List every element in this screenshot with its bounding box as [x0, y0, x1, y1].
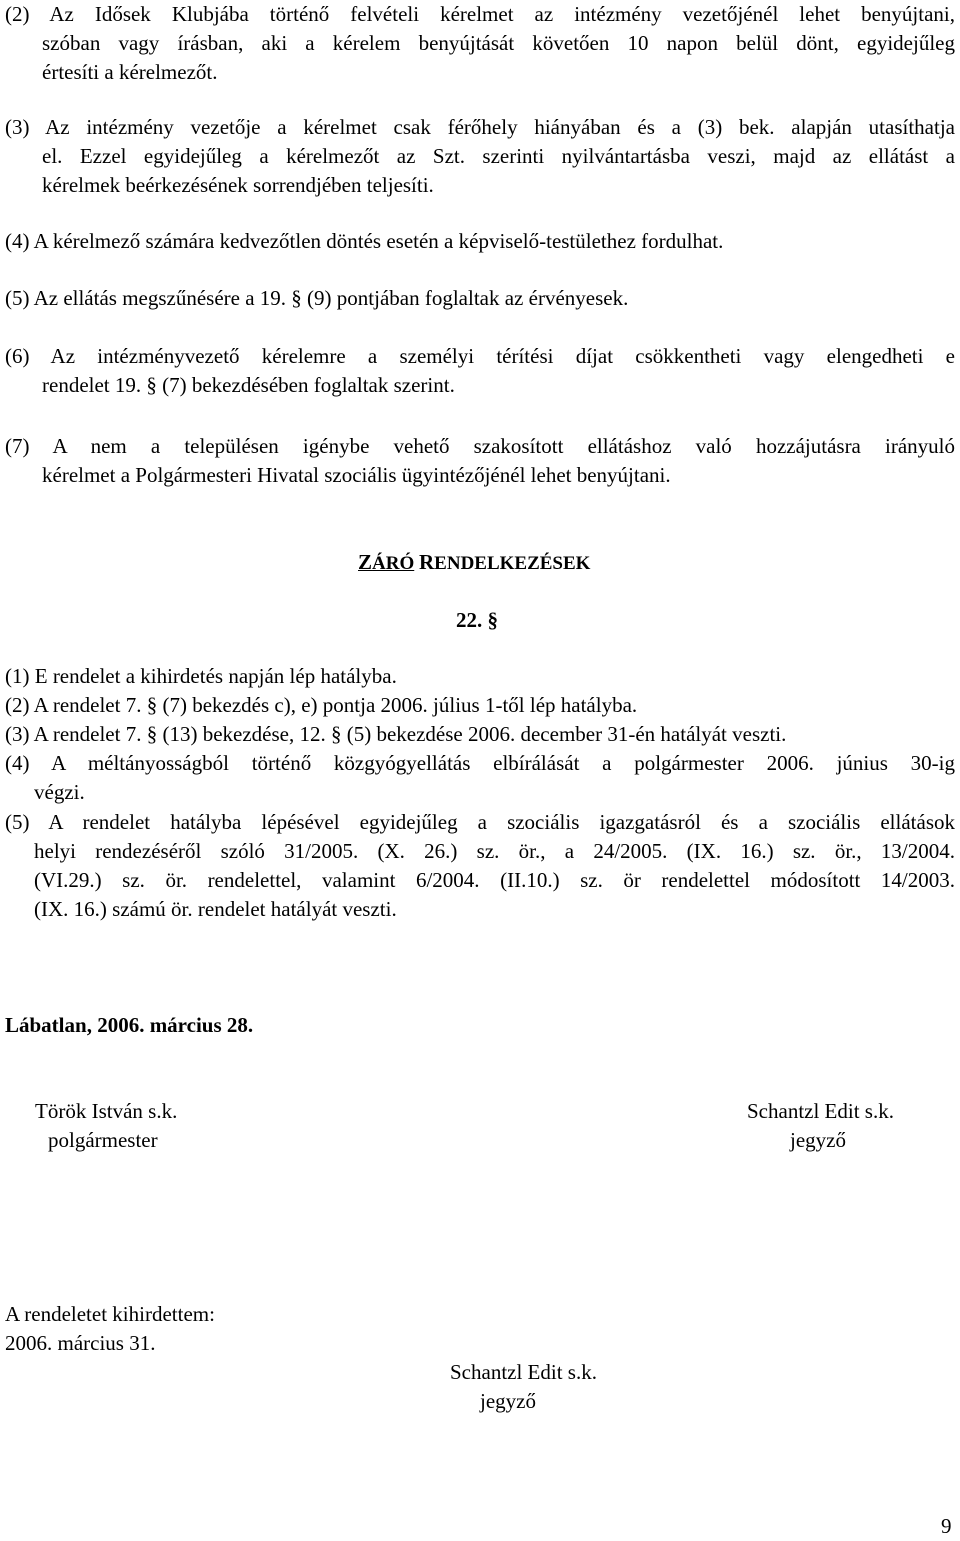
promulgation-title: jegyző	[480, 1389, 536, 1413]
section-number: 22. §	[456, 608, 498, 632]
paragraph-6-line-1: (6) Az intézményvezető kérelemre a személyi térítési díjat csökkentheti vagy elengedheti e	[5, 344, 955, 368]
closing-item-3: (3) A rendelet 7. § (13) bekezdése, 12. § (5) bekezdése 2006. december 31-én hatályát veszti.	[5, 722, 787, 746]
paragraph-4: (4) A kérelmező számára kedvezőtlen döntés esetén a képviselő-testülethez fordulhat.	[5, 229, 724, 253]
promulgation-name: Schantzl Edit s.k.	[450, 1360, 597, 1384]
closing-item-2: (2) A rendelet 7. § (7) bekezdés c), e) pontja 2006. július 1-től lép hatályba.	[5, 693, 638, 717]
paragraph-2-line-1: (2) Az Idősek Klubjába történő felvételi kérelmet az intézmény vezetőjénél lehet benyújtani,	[5, 2, 955, 26]
page-number: 9	[941, 1514, 952, 1538]
paragraph-6-line-2: rendelet 19. § (7) bekezdésében foglaltak szerint.	[42, 373, 455, 397]
closing-item-4-line-1: (4) A méltányosságból történő közgyógyellátás elbírálását a polgármester 2006. június 30-ig	[5, 751, 955, 775]
paragraph-7-line-1: (7) A nem a településen igénybe vehető szakosított ellátáshoz való hozzájutásra irányuló	[5, 434, 955, 458]
closing-item-5-line-2: helyi rendezéséről szóló 31/2005. (X. 26.) sz. ör., a 24/2005. (IX. 16.) sz. ör., 13/2004.	[34, 839, 955, 863]
closing-item-5-line-4: (IX. 16.) számú ör. rendelet hatályát veszti.	[34, 897, 397, 921]
closing-item-4-line-2: végzi.	[34, 780, 85, 804]
paragraph-2-line-2: szóban vagy írásban, aki a kérelem benyújtását követően 10 napon belül dönt, egyidejűleg	[42, 31, 955, 55]
promulgation-label: A rendeletet kihirdettem:	[5, 1302, 215, 1326]
paragraph-5: (5) Az ellátás megszűnésére a 19. § (9) pontjában foglaltak az érvényesek.	[5, 286, 629, 310]
closing-item-5-line-3: (VI.29.) sz. ör. rendelettel, valamint 6/2004. (II.10.) sz. ör rendelettel módosított 14/2003.	[34, 868, 955, 892]
paragraph-2-line-3: értesíti a kérelmezőt.	[42, 60, 218, 84]
signature-left-name: Török István s.k.	[35, 1099, 178, 1123]
closing-heading: ZÁRÓ RENDELKEZÉSEK	[358, 550, 591, 574]
paragraph-3-line-2: el. Ezzel egyidejűleg a kérelmezőt az Szt. szerinti nyilvántartásba veszi, majd az ellátást a	[42, 144, 955, 168]
closing-item-1: (1) E rendelet a kihirdetés napján lép hatályba.	[5, 664, 397, 688]
signature-left-title: polgármester	[48, 1128, 158, 1152]
closing-item-5-line-1: (5) A rendelet hatályba lépésével egyidejűleg a szociális igazgatásról és a szociális ellátások	[5, 810, 955, 834]
paragraph-3-line-3: kérelmek beérkezésének sorrendjében teljesíti.	[42, 173, 434, 197]
signature-right-title: jegyző	[790, 1128, 846, 1152]
paragraph-3-line-1: (3) Az intézmény vezetője a kérelmet csak férőhely hiányában és a (3) bek. alapján utasíthatja	[5, 115, 955, 139]
paragraph-7-line-2: kérelmet a Polgármesteri Hivatal szociális ügyintézőjénél lehet benyújtani.	[42, 463, 671, 487]
promulgation-date: 2006. március 31.	[5, 1331, 156, 1355]
signature-right-name: Schantzl Edit s.k.	[747, 1099, 894, 1123]
place-date: Lábatlan, 2006. március 28.	[5, 1013, 254, 1037]
